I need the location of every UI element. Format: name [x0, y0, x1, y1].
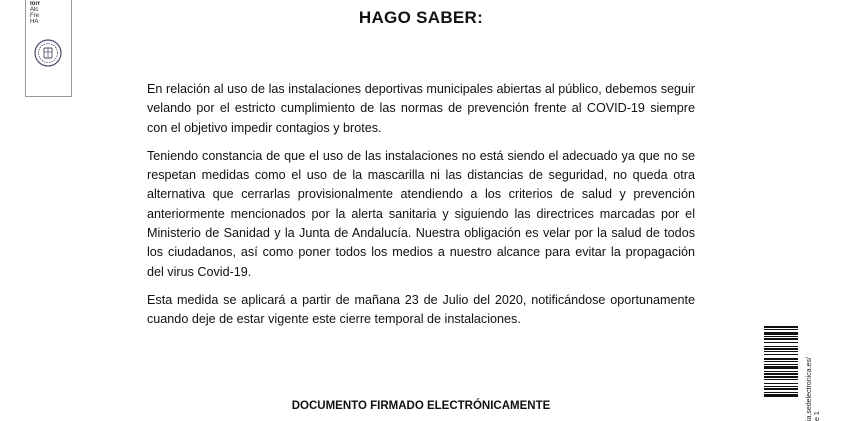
margin-line-1: Iorr [30, 1, 41, 7]
municipal-seal-icon [33, 38, 63, 68]
barcode-bar [764, 342, 798, 343]
document-body [147, 80, 695, 339]
barcode-bar [764, 376, 798, 378]
barcode-bar [764, 329, 798, 330]
barcode-bar [764, 332, 798, 335]
barcode-bar [764, 373, 798, 375]
barcode-bar [764, 379, 798, 380]
barcode-bar [764, 394, 798, 397]
barcode-bar [764, 326, 798, 328]
barcode-bar [764, 388, 798, 390]
page-title: HAGO SABER: [358, 8, 484, 27]
barcode-bar [764, 364, 798, 365]
verification-url: ia.sedelectronica.es/ [806, 357, 813, 421]
barcode-bar [764, 392, 798, 393]
verification-page: e 1 [814, 411, 821, 421]
barcode-bar [764, 348, 798, 350]
barcode-bar [764, 358, 798, 360]
verification-barcode [764, 326, 798, 421]
margin-line-4: HA [30, 19, 39, 25]
barcode-bar [764, 346, 798, 347]
paragraph-2: Teniendo constancia de que el uso de las instalaciones no está siendo el adecuado ya que no se respetan medidas como el uso de la mascarilla ni las distancias de seguridad, no queda otra alternativa que cerrarlas provisionalmente atendiendo a los criterios de salud y prevención anteriormente mencionados por la alerta sanitaria y siguiendo las directrices marcadas por el Ministerio de Sanidad y la Junta de Andalucía. Nuestra obligación es velar por la salud de todos los ciudadanos, así como poner todos los medios a nuestro alcance para evitar la propagación del virus Covid-19. [147, 148, 695, 279]
margin-line-3: Fre [30, 13, 39, 19]
barcode-bar [764, 386, 798, 387]
barcode-bar [764, 371, 798, 372]
paragraph-3: Esta medida se aplicará a partir de mañana 23 de Julio del 2020, notificándose oportunamente cuando deje de estar vigente este cierre temporal de instalaciones. [147, 292, 695, 327]
barcode-bar [764, 351, 798, 352]
verification-text [806, 357, 822, 421]
barcode-bar [764, 338, 798, 340]
barcode-bar [764, 383, 798, 384]
barcode-bar [764, 336, 798, 337]
barcode-bar [764, 361, 798, 362]
signed-label: DOCUMENTO FIRMADO ELECTRÓNICAMENTE [291, 400, 551, 412]
barcode-bar [764, 366, 798, 369]
margin-line-2: Alc [30, 7, 39, 13]
paragraph-1: En relación al uso de las instalaciones deportivas municipales abiertas al público, debemos seguir velando por el estricto cumplimiento de las normas de prevención frente al COVID-19 siempre con el objetivo impedir contagios y brotes. [147, 82, 695, 135]
barcode-bar [764, 354, 798, 355]
